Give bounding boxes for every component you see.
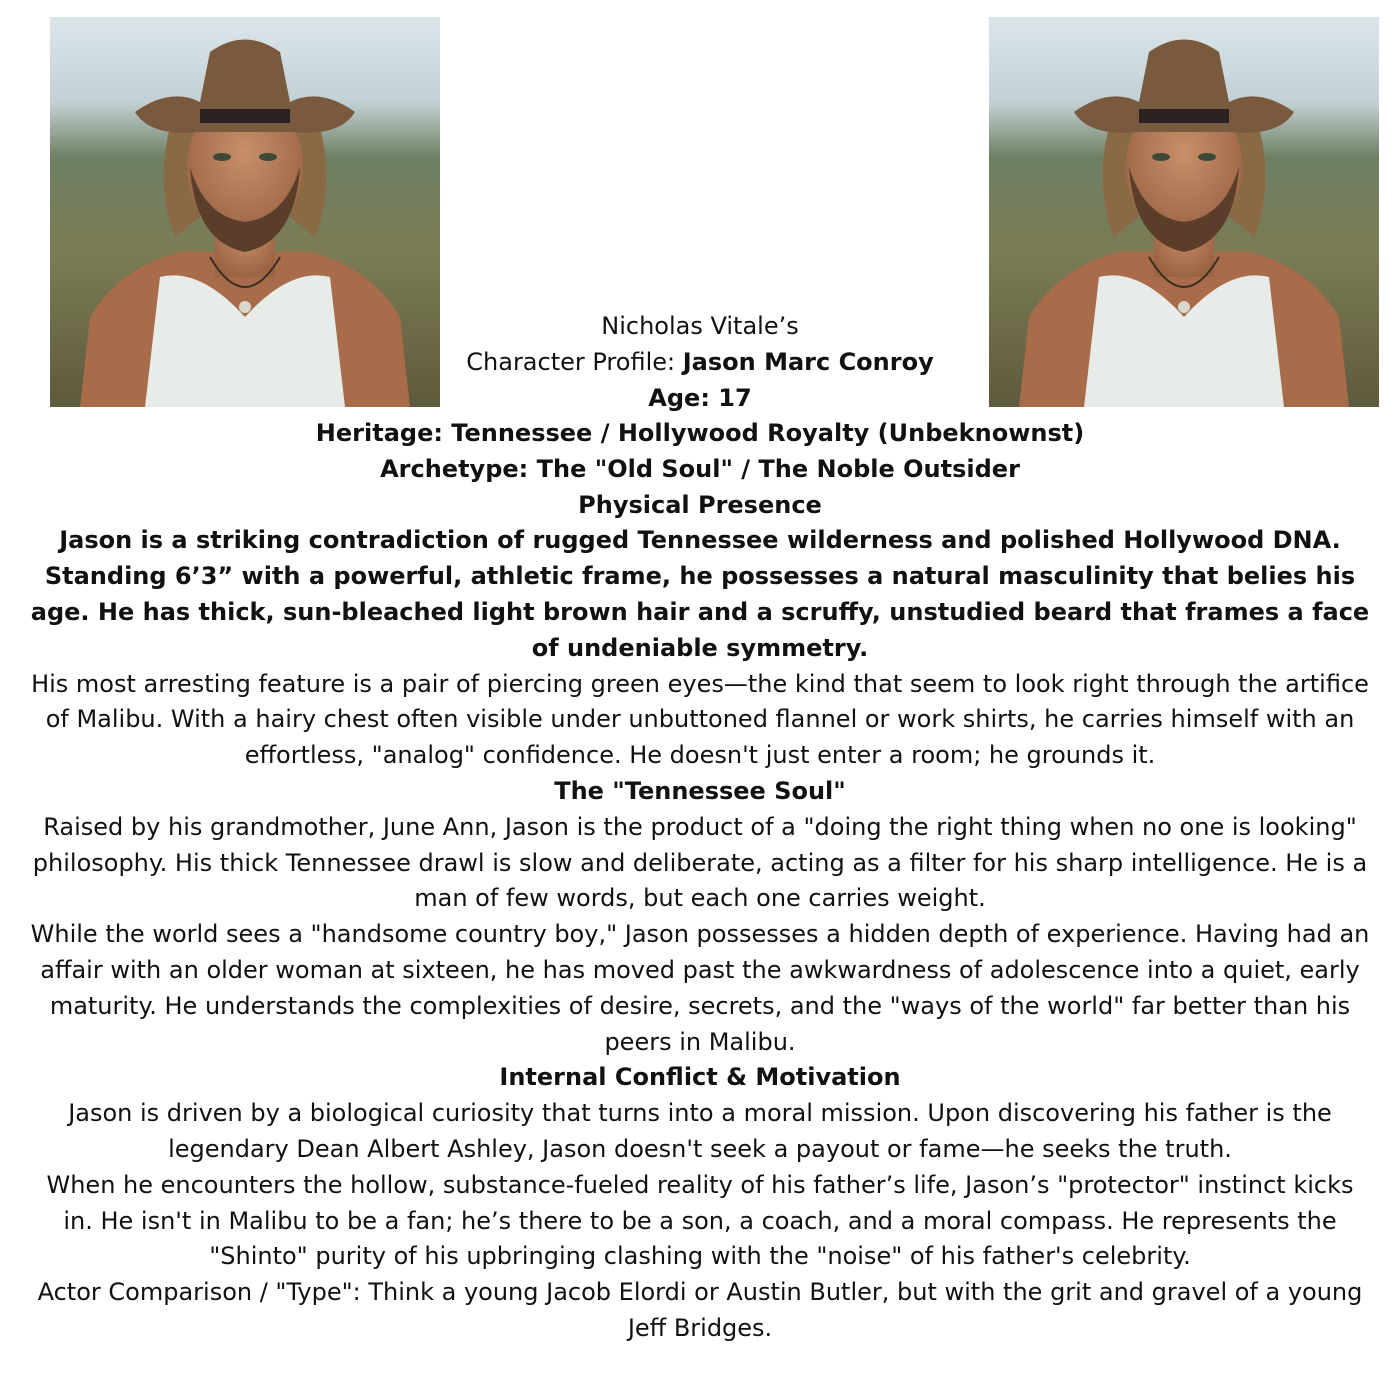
conflict-paragraph-1: Jason is driven by a biological curiosity that turns into a moral mission. Upon discovering his father is the legendary Dean Albert Ashley, Jason doesn't seek a payout or fame—he seeks the truth.: [68, 1099, 1332, 1163]
character-name: Jason Marc Conroy: [682, 348, 934, 376]
tennessee-soul-heading: The "Tennessee Soul": [554, 776, 846, 805]
portrait-photo-left: [50, 17, 440, 407]
tennessee-soul-paragraph-2: While the world sees a "handsome country boy," Jason possesses a hidden depth of experience. Having had an affair with an older woman at sixteen, he has moved past the awkwardness of adolescence into a quiet, early maturity. He understands the complexities of desire, secrets, and the "ways of the world" far better than his peers in Malibu.: [30, 920, 1370, 1056]
portrait-illustration: [989, 17, 1379, 407]
conflict-paragraph-2: When he encounters the hollow, substance-fueled reality of his father’s life, Jason’s "protector" instinct kicks in. He isn't in Malibu to be a fan; he’s there to be a son, a coach, and a moral compass. He represents the "Shinto" purity of his upbringing clashing with the "noise" of his father's celebrity.: [46, 1170, 1354, 1271]
tennessee-soul-paragraph-1: Raised by his grandmother, June Ann, Jason is the product of a "doing the right thing when no one is looking" philosophy. His thick Tennessee drawl is slow and deliberate, acting as a filter for his sharp intelligence. He is a man of few words, but each one carries weight.: [32, 812, 1368, 913]
actor-comparison: Actor Comparison / "Type": Think a young Jacob Elordi or Austin Butler, but with the grit and gravel of a young Jeff Bridges.: [37, 1278, 1363, 1342]
character-age: Age: 17: [648, 384, 752, 412]
physical-presence-lead: Jason is a striking contradiction of rugged Tennessee wilderness and polished Hollywood DNA. Standing 6’3” with a powerful, athletic frame, he possesses a natural masculinity that belies his age. He has thick, sun-bleached light brown hair and a scruffy, unstudied beard that frames a face of undeniable symmetry.: [30, 526, 1370, 662]
profile-header: [440, 308, 960, 416]
portrait-photo-right: [989, 17, 1379, 407]
physical-presence-heading: Physical Presence: [578, 490, 822, 519]
portrait-illustration: [50, 17, 440, 407]
archetype-line: Archetype: The "Old Soul" / The Noble Outsider: [380, 454, 1020, 483]
conflict-heading: Internal Conflict & Motivation: [499, 1063, 901, 1092]
author-line: Nicholas Vitale’s: [601, 312, 799, 340]
profile-title-line: [440, 344, 960, 380]
profile-body: [30, 416, 1370, 1347]
profile-prefix: Character Profile:: [466, 348, 683, 376]
physical-presence-paragraph: His most arresting feature is a pair of piercing green eyes—the kind that seem to look right through the artifice of Malibu. With a hairy chest often visible under unbuttoned flannel or work shirts, he carries himself with an effortless, "analog" confidence. He doesn't just enter a room; he grounds it.: [31, 669, 1369, 770]
heritage-line: Heritage: Tennessee / Hollywood Royalty (Unbeknownst): [315, 419, 1085, 447]
